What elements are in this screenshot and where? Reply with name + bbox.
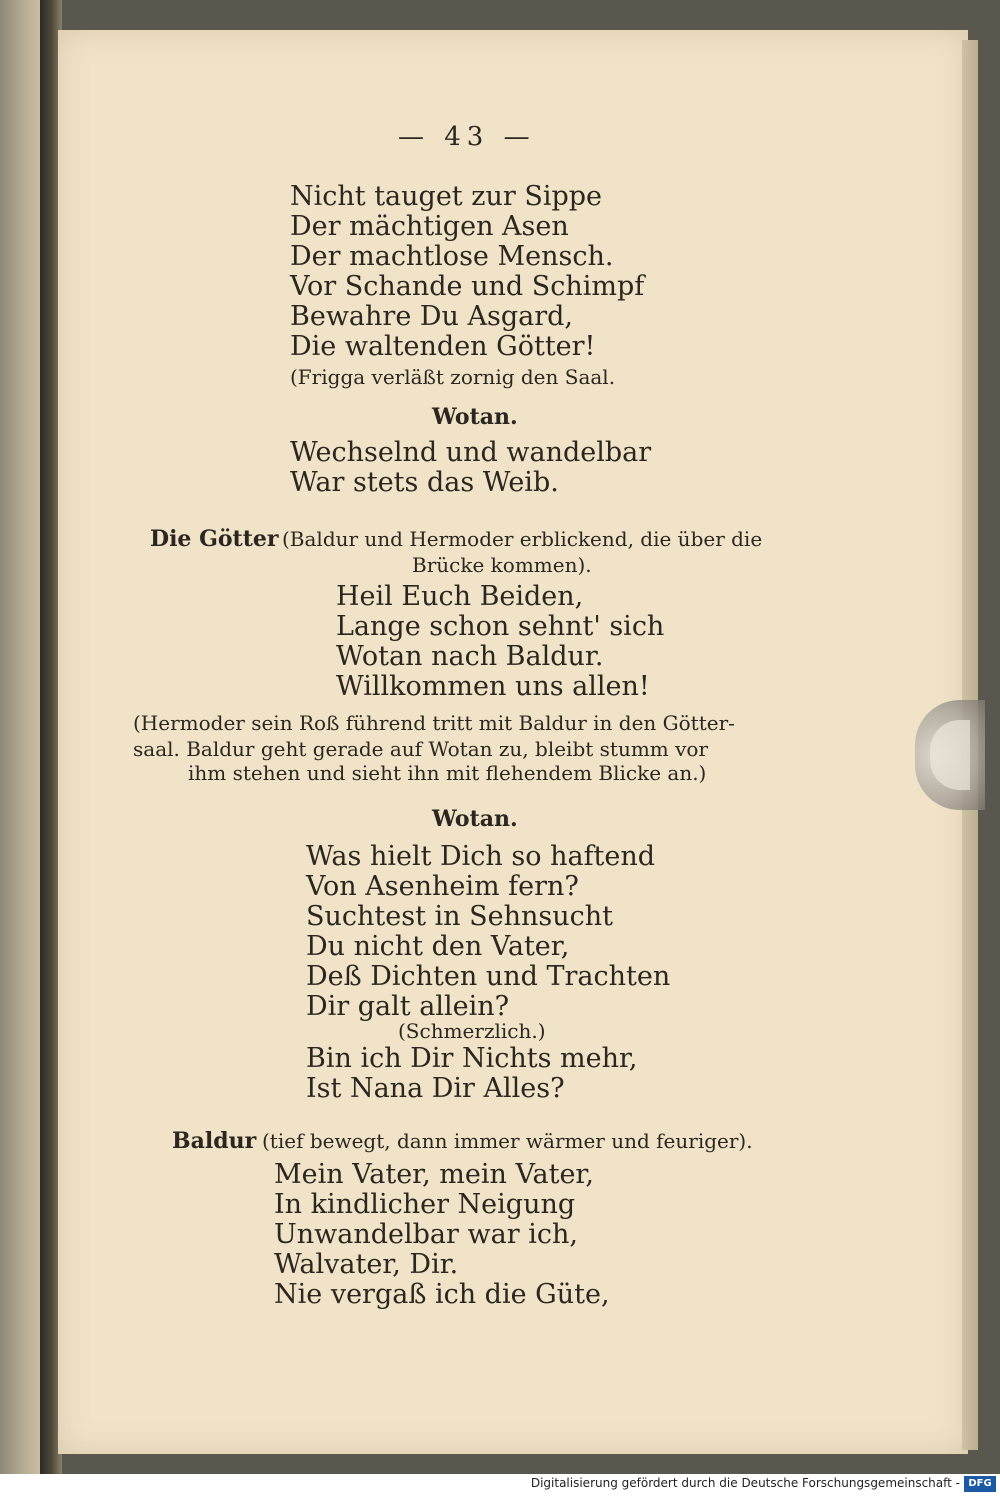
stage-direction: (tief bewegt, dann immer wärmer und feuriger). xyxy=(262,1129,753,1153)
verse-line: Unwandelbar war ich, xyxy=(274,1219,578,1250)
verse-line: Wotan nach Baldur. xyxy=(336,641,604,672)
verse-line: Die waltenden Götter! xyxy=(290,331,596,362)
verse-line: In kindlicher Neigung xyxy=(274,1189,576,1220)
verse-line: Vor Schande und Schimpf xyxy=(290,271,645,302)
verse-line: War stets das Weib. xyxy=(290,467,559,498)
stage-direction: saal. Baldur geht gerade auf Wotan zu, bleibt stumm vor xyxy=(133,737,709,761)
verse-line: Lange schon sehnt' sich xyxy=(336,611,665,642)
verse-line: Dir galt allein? xyxy=(306,991,510,1022)
funding-notice: Digitalisierung gefördert durch die Deutsche Forschungsgemeinschaft - xyxy=(530,1476,960,1490)
stage-direction: (Hermoder sein Roß führend tritt mit Baldur in den Götter- xyxy=(133,711,735,735)
footer-bar xyxy=(0,1474,1000,1496)
verse-line: Der machtlose Mensch. xyxy=(290,241,614,272)
verse-line: Nicht tauget zur Sippe xyxy=(290,181,603,212)
verse-line: Suchtest in Sehnsucht xyxy=(306,901,613,932)
verse-line: Von Asenheim fern? xyxy=(306,871,579,902)
verse-line: Willkommen uns allen! xyxy=(336,671,650,702)
page-number: — 43 — xyxy=(398,122,536,152)
verse-line: Bewahre Du Asgard, xyxy=(290,301,574,332)
verse-line: Der mächtigen Asen xyxy=(290,211,569,242)
speaker-name: Wotan. xyxy=(432,404,518,430)
verse-line: Was hielt Dich so haftend xyxy=(306,841,656,872)
verse-line: Mein Vater, mein Vater, xyxy=(274,1159,594,1190)
verse-line: Du nicht den Vater, xyxy=(306,931,570,962)
speaker-name: Baldur xyxy=(172,1128,257,1154)
stage-direction: (Frigga verläßt zornig den Saal. xyxy=(290,365,616,389)
verse-line: Heil Euch Beiden, xyxy=(336,581,584,612)
verse-line: Nie vergaß ich die Güte, xyxy=(274,1279,610,1310)
stage-direction: (Schmerzlich.) xyxy=(398,1019,546,1043)
verse-line: Wechselnd und wandelbar xyxy=(290,437,652,468)
verse-line: Bin ich Dir Nichts mehr, xyxy=(306,1043,638,1074)
stage-direction: Brücke kommen). xyxy=(412,553,592,577)
verse-line: Deß Dichten und Trachten xyxy=(306,961,671,992)
speaker-name: Wotan. xyxy=(432,806,518,832)
speaker-name: Die Götter xyxy=(150,526,279,552)
stage-direction: ihm stehen und sieht ihn mit flehendem Blicke an.) xyxy=(188,761,707,785)
stage-direction: (Baldur und Hermoder erblickend, die über die xyxy=(282,527,763,551)
verse-line: Ist Nana Dir Alles? xyxy=(306,1073,565,1104)
verse-line: Walvater, Dir. xyxy=(274,1249,459,1280)
dfg-logo: DFG xyxy=(964,1476,996,1492)
